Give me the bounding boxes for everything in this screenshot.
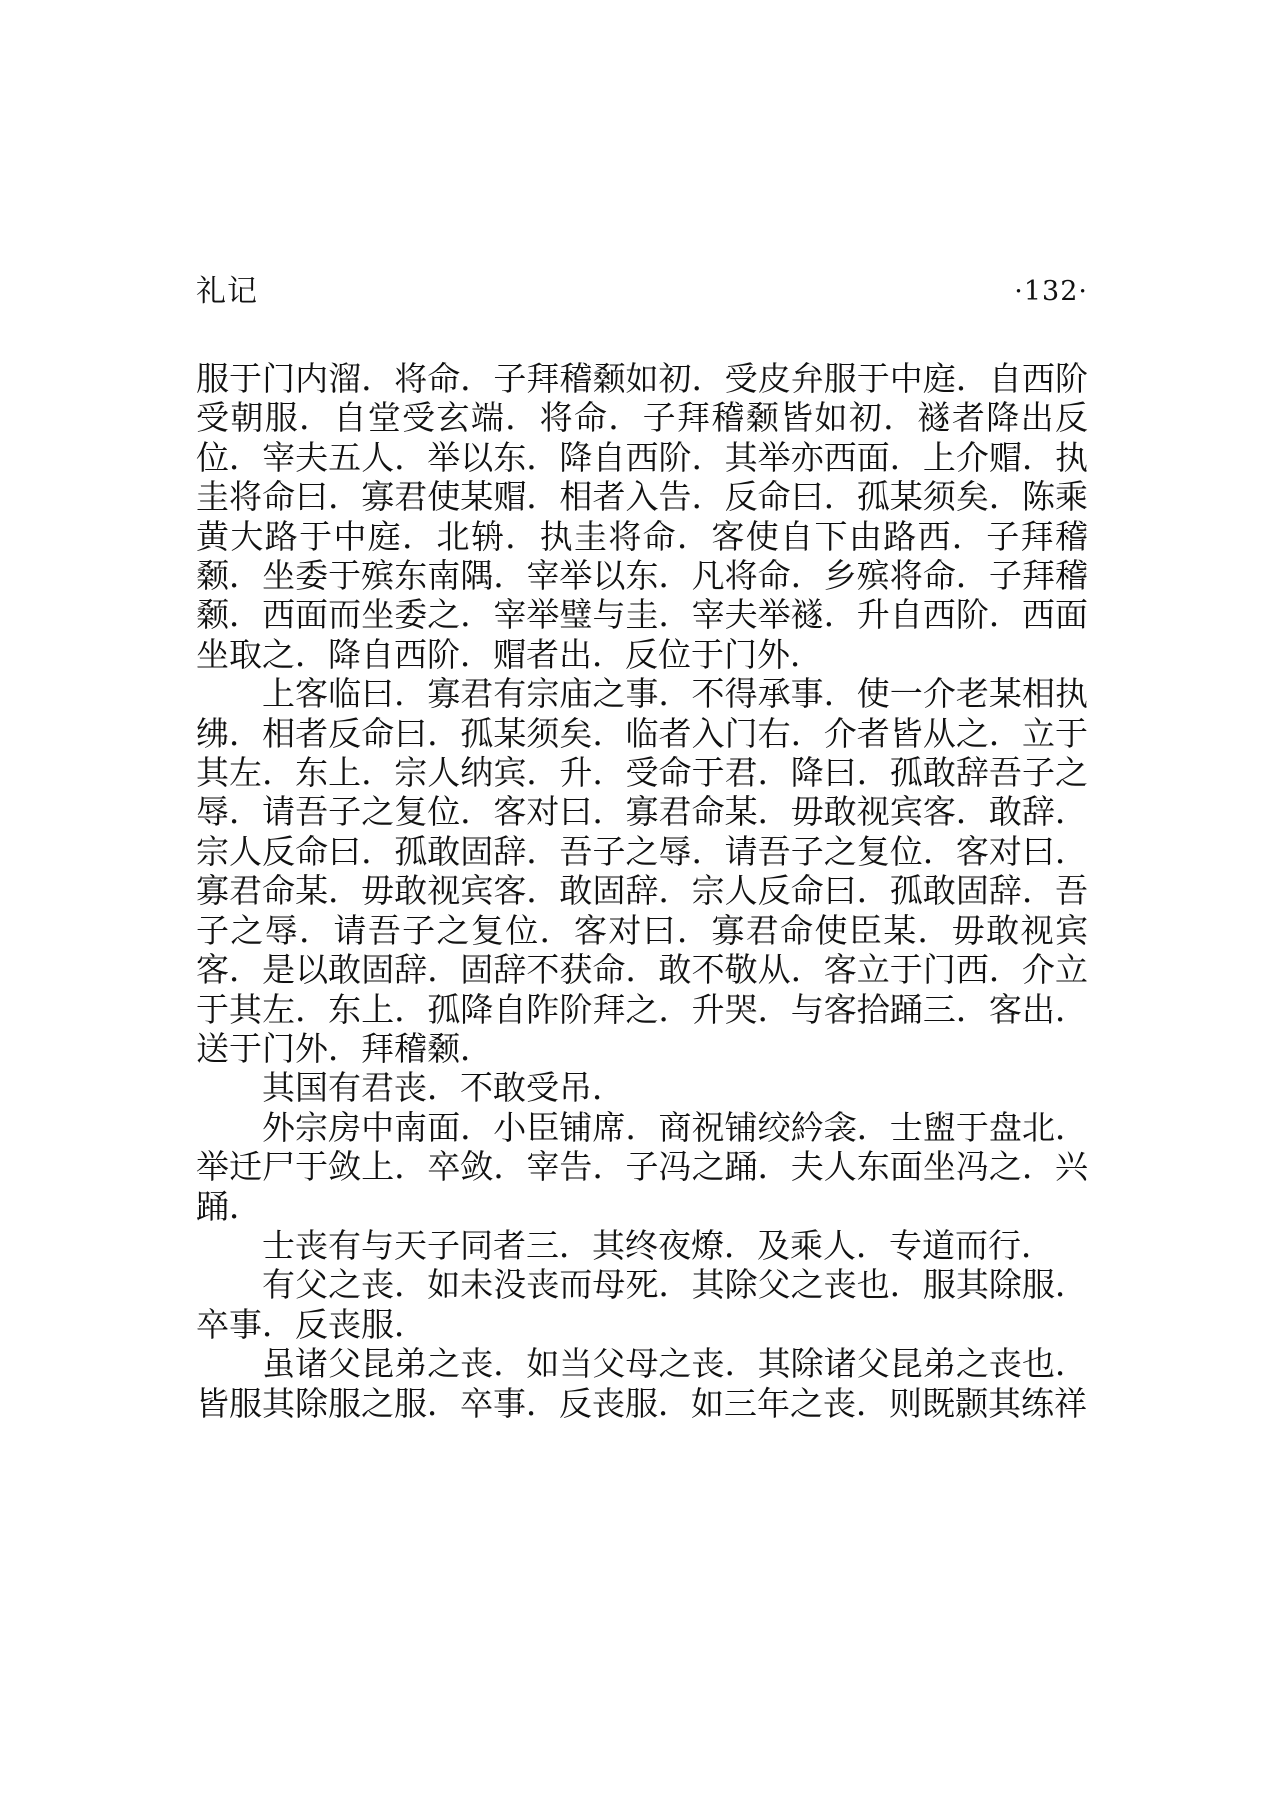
paragraph: 上客临曰．寡君有宗庙之事．不得承事．使一介老某相执绋．相者反命曰．孤某须矣．临者入门右．介者皆从之．立于其左．东上．宗人纳宾．升．受命于君．降曰．孤敢辞吾子之辱．请吾子之复位．客对曰．寡君命某．毋敢视宾客．敢辞．宗人反命曰．孤敢固辞．吾子之辱．请吾子之复位．客对曰．寡君命某．毋敢视宾客．敢固辞．宗人反命曰．孤敢固辞．吾子之辱．请吾子之复位．客对曰．寡君命使臣某．毋敢视宾客．是以敢固辞．固辞不获命．敢不敬从．客立于门西．介立于其左．东上．孤降自阼阶拜之．升哭．与客拾踊三．客出．送于门外．拜稽颡． <box>196 674 1088 1068</box>
paragraph: 外宗房中南面．小臣铺席．商祝铺绞紟衾．士盥于盘北．举迁尸于敛上．卒敛．宰告．子冯之踊．夫人东面坐冯之．兴踊． <box>196 1107 1088 1226</box>
book-title: 礼记 <box>196 274 258 309</box>
paragraph: 士丧有与天子同者三．其终夜燎．及乘人．专道而行． <box>262 1225 1054 1265</box>
paragraph: 服于门内溜．将命．子拜稽颡如初．受皮弁服于中庭．自西阶受朝服．自堂受玄端．将命．子拜稽颡皆如初．襚者降出反位．宰夫五人．举以东．降自西阶．其举亦西面．上介赗．执圭将命曰．寡君使某赗．相者入告．反命曰．孤某须矣．陈乘黄大路于中庭．北辀．执圭将命．客使自下由路西．子拜稽颡．坐委于殡东南隅．宰举以东．凡将命．乡殡将命．子拜稽颡．西面而坐委之．宰举璧与圭．宰夫举襚．升自西阶．西面坐取之．降自西阶．赗者出．反位于门外． <box>196 359 1088 674</box>
paragraph: 虽诸父昆弟之丧．如当父母之丧．其除诸父昆弟之丧也．皆服其除服之服．卒事．反丧服．如三年之丧．则既颢其练祥 <box>196 1344 1088 1423</box>
running-header <box>196 270 1088 314</box>
body-text <box>196 359 1088 1423</box>
page-number: ·132· <box>1014 276 1088 307</box>
paragraph: 其国有君丧．不敢受吊． <box>262 1068 625 1108</box>
paragraph: 有父之丧．如未没丧而母死．其除父之丧也．服其除服．卒事．反丧服． <box>196 1265 1088 1344</box>
